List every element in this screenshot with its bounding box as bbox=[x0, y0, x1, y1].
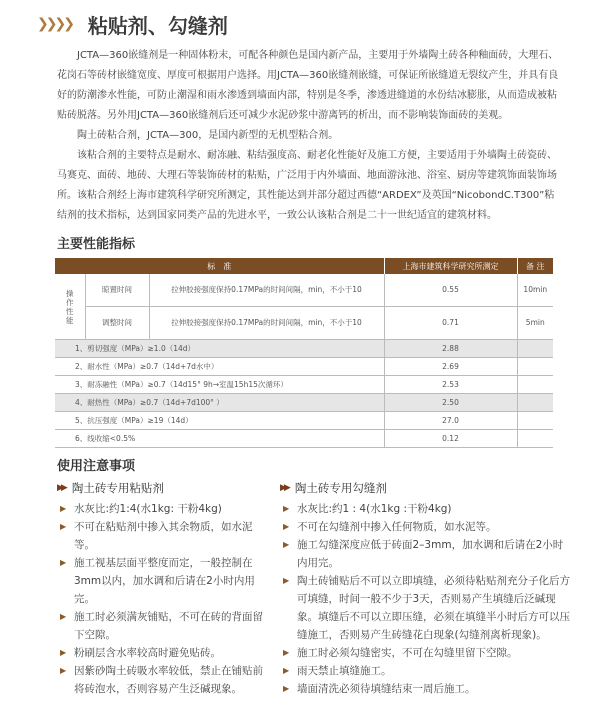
list-item bbox=[280, 680, 572, 698]
notes-heading: 使用注意事项 bbox=[57, 459, 136, 474]
list-item bbox=[57, 500, 269, 518]
row-note bbox=[517, 376, 553, 394]
list-item bbox=[280, 572, 572, 644]
bullet-arrow-icon: ▶ bbox=[60, 522, 67, 531]
grout-title: 陶土砖专用勾缝剂 bbox=[294, 481, 387, 495]
intro-paragraph: 陶土砖粘合剂，JCTA—300，是国内新型的无机型粘合剂。 bbox=[77, 130, 339, 141]
row-note: 5min bbox=[517, 307, 553, 340]
row-standard: 拉伸胶接强度保持0.17MPa的时间间隔，min，不小于10 bbox=[149, 274, 384, 307]
bullet-arrow-icon: ▶ bbox=[283, 648, 290, 657]
row-note bbox=[517, 358, 553, 376]
row-value: 0.12 bbox=[384, 430, 517, 448]
row-value: 0.71 bbox=[384, 307, 517, 340]
table-row bbox=[55, 394, 553, 412]
intro-paragraph: 该粘合剂的主要特点是耐水、耐冻融、粘结强度高、耐老化性能好及施工方便，主要适用于外墙陶土砖瓷砖、马赛克、面砖、地砖、大理石等装饰砖材的粘贴，广泛用于内外墙面、地面游泳池、浴室、厨房等建筑饰面装饰场所。该粘合剂经上海市建筑科学研究所测定，其性能达到并部分超过西德“ARDEX”及英国“NicobondC.T300”粘结剂的技术指标，达到国家同类产品的先进水平，一致公认该粘合剂是二十一世纪适宜的建筑材料。 bbox=[57, 150, 557, 221]
bullet-arrow-icon: ▶ bbox=[283, 684, 290, 693]
row-value: 27.0 bbox=[384, 412, 517, 430]
row-standard: 3、耐冻融性（MPa）≥0.7（14d15° 9h→室温15h15次循环） bbox=[55, 376, 384, 394]
bullet-arrow-icon: ▶ bbox=[283, 504, 290, 513]
header-note: 备 注 bbox=[517, 258, 553, 274]
specs-table bbox=[55, 258, 553, 448]
item-text: 不可在粘贴剂中掺入其余物质，如水泥等。 bbox=[74, 521, 253, 551]
row-name: 调整时间 bbox=[85, 307, 149, 340]
item-text: 因紫砂陶土砖吸水率较低，禁止在铺贴前将砖泡水，否则容易产生泛碱现象。 bbox=[74, 665, 263, 695]
chevrons-icon: ❯❯❯❯ bbox=[37, 16, 72, 32]
bullet-arrow-icon: ▶ bbox=[283, 666, 290, 675]
row-value: 2.53 bbox=[384, 376, 517, 394]
grout-notes bbox=[280, 480, 572, 698]
item-text: 施工时必须满灰铺贴，不可在砖的背面留下空隙。 bbox=[74, 611, 263, 641]
bullet-arrow-icon: ▶ bbox=[60, 612, 67, 621]
table-row bbox=[55, 412, 553, 430]
row-note bbox=[517, 394, 553, 412]
table-row bbox=[55, 274, 553, 307]
bullet-arrow-icon: ▶ bbox=[60, 666, 67, 675]
row-value: 2.69 bbox=[384, 358, 517, 376]
double-arrow-icon: ▶▶ bbox=[57, 483, 65, 493]
item-text: 施工视基层面平整度而定，一般控制在3mm以内，加水调和后请在2小时内用完。 bbox=[74, 557, 255, 605]
bullet-arrow-icon: ▶ bbox=[60, 558, 67, 567]
row-standard: 4、耐热性（MPa）≥0.7（14d+7d100° ） bbox=[55, 394, 384, 412]
page-header bbox=[37, 10, 610, 38]
row-standard: 6、线收缩<0.5% bbox=[55, 430, 384, 448]
list-item bbox=[57, 554, 269, 608]
list-item bbox=[57, 644, 269, 662]
row-note: 10min bbox=[517, 274, 553, 307]
list-item bbox=[57, 518, 269, 554]
bullet-arrow-icon: ▶ bbox=[283, 576, 290, 585]
list-item bbox=[280, 518, 572, 536]
row-standard: 1、剪切强度（MPa）≥1.0（14d） bbox=[55, 340, 384, 358]
table-row bbox=[55, 358, 553, 376]
adhesive-notes bbox=[57, 480, 269, 698]
page-title: 粘贴剂、勾缝剂 bbox=[87, 13, 228, 38]
table-row bbox=[55, 340, 553, 358]
table-row bbox=[55, 307, 553, 340]
item-text: 雨天禁止填缝施工。 bbox=[297, 665, 392, 677]
intro-paragraph: JCTA—360嵌缝剂是一种固体粉末，可配各种颜色是国内新产品，主要用于外墙陶土砖各种釉面砖，大理石、花岗石等砖材嵌缝宽度、厚度可根据用户选择。用JCTA—360嵌缝剂嵌缝，可保证所嵌缝道无裂纹产生，并具有良好的防潮渗水性能，可防止潮湿和雨水渗透到墙面内部，特别是冬季，渗透进缝道的水份结冰膨胀，从而造成被粘贴砖脱落。另外用JCTA—360嵌缝剂后还可减少水泥砂浆中游离钙的析出，而不影响装饰面砖的美观。 bbox=[57, 50, 559, 121]
item-text: 水灰比:约1 : 4(水1kg :干粉4kg) bbox=[297, 503, 452, 515]
list-item bbox=[57, 662, 269, 698]
bullet-arrow-icon: ▶ bbox=[60, 504, 67, 513]
table-row bbox=[55, 376, 553, 394]
item-text: 施工时必须勾缝密实，不可在勾缝里留下空隙。 bbox=[297, 647, 518, 659]
intro-text bbox=[57, 46, 562, 226]
row-standard: 2、耐水性（MPa）≥0.7（14d+7d水中） bbox=[55, 358, 384, 376]
row-standard: 5、抗压强度（MPa）≥19（14d） bbox=[55, 412, 384, 430]
row-name: 晾置时间 bbox=[85, 274, 149, 307]
header-standard: 标 准 bbox=[55, 258, 384, 274]
list-item bbox=[280, 500, 572, 518]
notes-columns bbox=[0, 480, 610, 698]
item-text: 陶土砖铺贴后不可以立即填缝，必须待粘贴剂充分子化后方可填缝，时间一般不少于3天，否则易产生填缝后泛碱现象。填缝后不可以立即压缝，必须在填缝半小时后方可以压缝施工，否则易产生砖缝花白现象(勾缝剂离析现象)。 bbox=[297, 575, 570, 641]
list-item bbox=[280, 662, 572, 680]
row-note bbox=[517, 340, 553, 358]
bullet-arrow-icon: ▶ bbox=[60, 648, 67, 657]
row-value: 0.55 bbox=[384, 274, 517, 307]
item-text: 粉刷层含水率较高时避免贴砖。 bbox=[74, 647, 221, 659]
header-measured: 上海市建筑科学研究所测定 bbox=[384, 258, 517, 274]
double-arrow-icon: ▶▶ bbox=[280, 483, 288, 493]
item-text: 水灰比:约1:4(水1kg: 干粉4kg) bbox=[74, 503, 222, 515]
row-value: 2.88 bbox=[384, 340, 517, 358]
table-row bbox=[55, 430, 553, 448]
list-item bbox=[57, 608, 269, 644]
adhesive-title: 陶土砖专用粘贴剂 bbox=[71, 481, 164, 495]
group-label: 操作性能 bbox=[55, 274, 85, 340]
row-note bbox=[517, 412, 553, 430]
row-standard: 拉伸胶接强度保持0.17MPa的时间间隔，min，不小于10 bbox=[149, 307, 384, 340]
item-text: 施工勾缝深度应低于砖面2–3mm，加水调和后请在2小时内用完。 bbox=[297, 539, 564, 569]
item-text: 墙面清洗必须待填缝结束一周后施工。 bbox=[297, 683, 476, 695]
row-note bbox=[517, 430, 553, 448]
specs-heading: 主要性能指标 bbox=[57, 237, 136, 252]
bullet-arrow-icon: ▶ bbox=[283, 522, 290, 531]
bullet-arrow-icon: ▶ bbox=[283, 540, 290, 549]
list-item bbox=[280, 536, 572, 572]
list-item bbox=[280, 644, 572, 662]
row-value: 2.50 bbox=[384, 394, 517, 412]
item-text: 不可在勾缝剂中掺入任何物质，如水泥等。 bbox=[297, 521, 497, 533]
